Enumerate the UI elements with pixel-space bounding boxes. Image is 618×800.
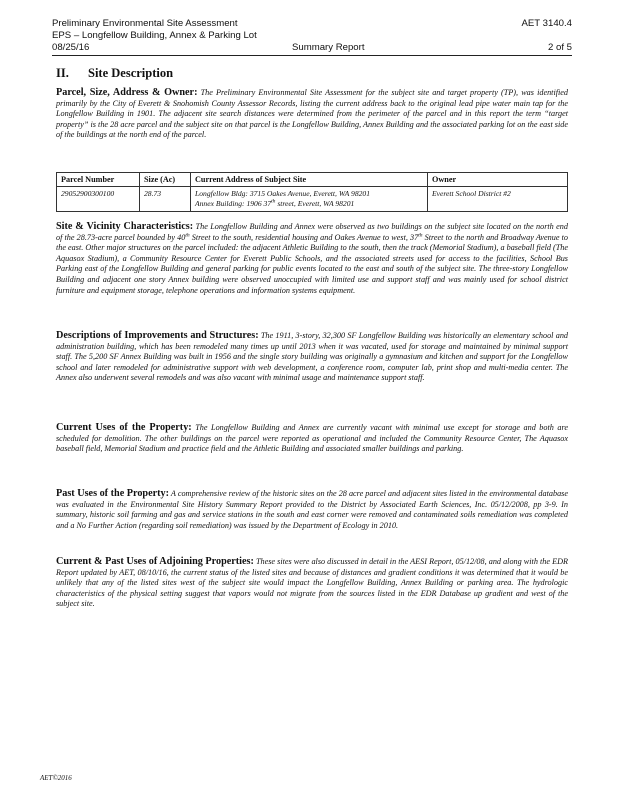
address-annex: Annex Building: 1906 37th street, Everett, WA 98201 bbox=[195, 198, 355, 208]
paragraph-parcel bbox=[56, 88, 568, 141]
paragraph-current-uses bbox=[56, 423, 568, 455]
paragraph-adjoining-heading: Current & Past Uses of Adjoining Properties: bbox=[56, 556, 254, 567]
footer-copyright: AET©2016 bbox=[40, 774, 72, 782]
paragraph-parcel-heading: Parcel, Size, Address & Owner: bbox=[56, 87, 198, 98]
header-project-number: AET 3140.4 bbox=[521, 18, 572, 29]
paragraph-adjoining-text: These sites were also discussed in detail in the AESI Report, 05/12/08, and along with the EDR Report updated by AET, 08/10/16, the current status of the listed sites and because of distances and gradient conditions it was determined that it would be unlikely that any of the listed sites west of the subject site would impact the Longfellow Building, Annex Building or parking area. The hydrologic characteristics of the physical setting suggest that vapors would not migrate from the sources listed in the EDR Database up gradient and west of the subject site. bbox=[56, 557, 568, 609]
address-longfellow: Longfellow Bldg: 3715 Oakes Avenue, Everett, WA 98201 bbox=[195, 189, 371, 198]
column-header-owner: Owner bbox=[428, 173, 568, 187]
section-title: Site Description bbox=[88, 66, 174, 80]
cell-parcel-number: 29052900300100 bbox=[57, 187, 140, 212]
paragraph-improvements-heading: Descriptions of Improvements and Structures: bbox=[56, 330, 259, 341]
paragraph-current-uses-heading: Current Uses of the Property: bbox=[56, 422, 192, 433]
paragraph-vicinity-heading: Site & Vicinity Characteristics: bbox=[56, 221, 194, 232]
header-report-title: Preliminary Environmental Site Assessment bbox=[52, 18, 238, 29]
paragraph-parcel-text: The Preliminary Environmental Site Assessment for the subject site and target property (TP), was identified primarily by the City of Everett & Snohomish County Assessor Records, listing the current address back to the original lead pipe water main tap for the Longfellow Building in 1901. The adjacent site search distances were determined from the perimeter of the parcel and in this report the term “target property” is the 28 acre parcel and the subject site on that parcel is the Longfellow Building, Annex Building and the associated parking lot on the east side of the buildings at the north end of the parcel. bbox=[56, 88, 569, 140]
cell-owner: Everett School District #2 bbox=[428, 187, 568, 212]
column-header-address: Current Address of Subject Site bbox=[191, 173, 428, 187]
paragraph-current-uses-text: The Longfellow Building and Annex are currently vacant with minimal use except for storage and both are scheduled for demolition. The other buildings on the parcel were reported as operational and included the Community Resource Center, The Aquasox baseball field, Memorial Stadium and practice field and the Athletic Building and associated smaller buildings and parking. bbox=[56, 423, 568, 454]
paragraph-past-uses-text: A comprehensive review of the historic sites on the 28 acre parcel and adjacent sites listed in the environmental database was evaluated in the Environmental Site History Summary Report provided to the District by Associated Earth Sciences, Inc. 05/12/2008, pp 3-9. In summary, historic soil farming and gas and service stations in the south and east corner were removed and contaminated soils remediation was completed and a No Further Action (regarding soil remediation) was issued by the Department of Ecology in 2010. bbox=[56, 489, 568, 530]
header-page-number: 2 of 5 bbox=[547, 42, 572, 53]
cell-address bbox=[191, 187, 428, 212]
table-row bbox=[57, 187, 568, 212]
header-project-name: EPS – Longfellow Building, Annex & Parking Lot bbox=[52, 30, 257, 41]
paragraph-improvements-text: The 1911, 3-story, 32,300 SF Longfellow Building was historically an elementary school and administration building, which has been remodeled many times up until 2013 when it was vacated, used for storage and maintained by minimal support staff. The 5,200 SF Annex Building was built in 1956 and the single story building was originally a gymnasium and kitchen and support for the Longfellow school and later remodeled for administrative support with web development, a conference room, computer lab, print shop and multi-media center. The Annex also underwent several remodels and was also vacant with minimal usage and maintenance support staff. bbox=[56, 331, 569, 383]
section-number: II. bbox=[56, 66, 69, 80]
header-report-type: Summary Report bbox=[292, 42, 365, 53]
paragraph-vicinity: Site & Vicinity Characteristics: The Longfellow Building and Annex were observed as two buildings on the subject site located on the north end of the 28.73-acre parcel bounded by 40th Street to the south, residential housing and Oakes Avenue to west, 37th Street to the north and Broadway Avenue to the east. Other major structures on the parcel included: the adjacent Athletic Building to the south, then the track (Memorial Stadium), a baseball field (The Aquasox Stadium), a Community Resource Center for Everett Public Schools, and the associated streets used for access to the facilities, School Bus Parking east of the Longfellow Building and general parking for public events located to the east and south of the subject site. The three-story Longfellow Building and adjacent one story Annex building were observed unoccupied with limited use and support staff and was mainly used for school district furniture and equipment storage, telephone operations and information systems equipment. bbox=[56, 221, 569, 295]
header-rule bbox=[52, 55, 572, 56]
cell-size: 28.73 bbox=[140, 187, 191, 212]
header-date: 08/25/16 bbox=[52, 42, 90, 53]
column-header-size: Size (Ac) bbox=[140, 173, 191, 187]
paragraph-improvements bbox=[56, 331, 568, 384]
section-heading bbox=[56, 66, 173, 81]
parcel-table bbox=[56, 172, 568, 212]
paragraph-adjoining bbox=[56, 557, 568, 610]
parcel-table-header-row bbox=[57, 173, 568, 187]
column-header-parcel-number: Parcel Number bbox=[57, 173, 140, 187]
paragraph-past-uses-heading: Past Uses of the Property: bbox=[56, 488, 170, 499]
paragraph-past-uses bbox=[56, 489, 568, 531]
